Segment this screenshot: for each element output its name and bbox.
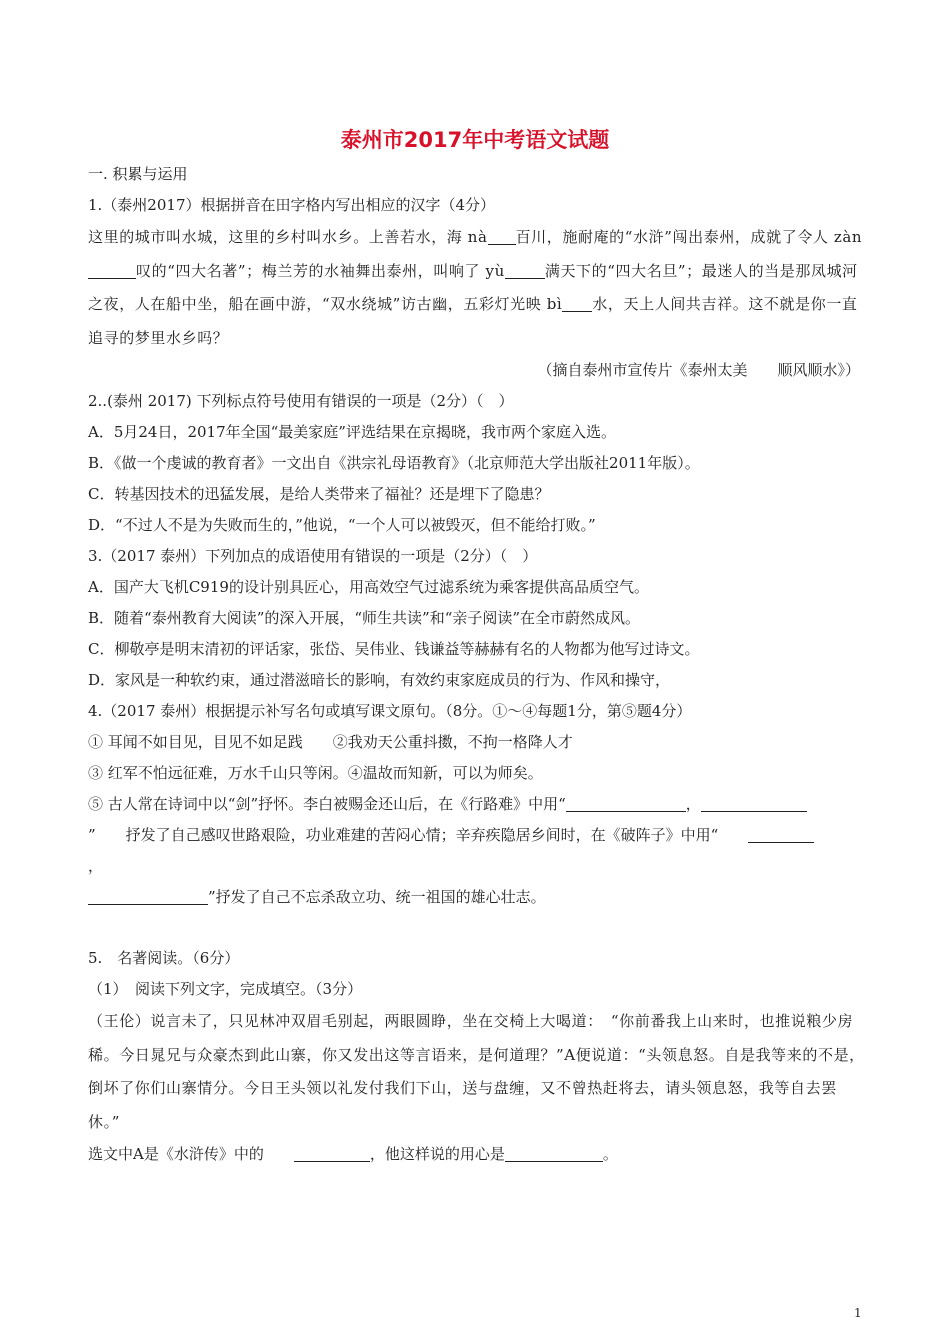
q1-text-4: 满天下的“四大名旦”；最迷人的当是那凤城河之夜，人在船中坐，船在画中游，“双水绕城”访古幽，五彩灯光映 bì — [88, 261, 858, 313]
q5-blank-1[interactable] — [294, 1146, 370, 1162]
q4-blank-3[interactable] — [748, 827, 814, 843]
q4-item-5-end: ”抒发了自己不忘杀敌立功、统一祖国的雄心壮志。 — [208, 888, 546, 906]
q3-option-a: A．国产大飞机C919的设计别具匠心，用高效空气过滤系统为乘客提供高品质空气。 — [88, 578, 649, 596]
q3-option-c: C．柳敬亭是明末清初的评话家，张岱、吴伟业、钱谦益等赫赫有名的人物都为他写过诗文。 — [88, 640, 700, 658]
q4-stem: 4.（2017 泰州）根据提示补写名句或填写课文原句。（8分。①～④每题1分，第⑤题4分） — [88, 702, 692, 720]
q5-fill-text-1: 选文中A是《水浒传》中的 — [88, 1145, 264, 1163]
q1-text-3: 叹的“四大名著”；梅兰芳的水袖舞出泰州，叫响了 yù — [136, 261, 505, 280]
q4-item-1: ① 耳闻不如目见，目见不如足践 — [88, 733, 303, 751]
q1-blank-zan[interactable] — [88, 263, 136, 279]
q2-option-d: D．“不过人不是为失败而生的，”他说，“一个人可以被毁灭，但不能给打败。” — [88, 516, 596, 534]
q3-option-d: D．家风是一种软约束，通过潜滋暗长的影响，有效约束家庭成员的行为、作风和操守， — [88, 671, 671, 689]
q4-blank-1[interactable] — [566, 796, 686, 812]
q4-comma: ， — [685, 795, 701, 813]
q4-line-1 — [88, 727, 866, 758]
q4-item-5-text: ⑤ 古人常在诗词中以“剑”抒怀。李白被赐金还山后，在《行路难》中用“ — [88, 795, 566, 813]
q5-stem: 5. 名著阅读。（6分） — [88, 949, 240, 967]
q3-stem: 3.（2017 泰州）下列加点的成语使用有错误的一项是（2分）（ ） — [88, 547, 538, 565]
q4-item-5-cont: 抒发了自己感叹世路艰险，功业难建的苦闷心情；辛弃疾隐居乡间时，在《破阵子》中用“ — [125, 826, 719, 844]
q1-text-5: 水，天上人间共吉祥。这不就是你一直追寻的梦里水乡吗？ — [88, 295, 858, 347]
q4-blank-4[interactable] — [88, 889, 208, 905]
page-title: 泰州市2017年中考语文试题 — [340, 128, 610, 152]
q5-blank-2[interactable] — [505, 1146, 603, 1162]
q2-stem: 2..(泰州 2017) 下列标点符号使用有错误的一项是（2分）（ ） — [88, 392, 514, 410]
q1-source: （摘自泰州市宣传片《泰州太美 顺风顺水》） — [537, 361, 860, 379]
page-number: 1 — [854, 1306, 862, 1320]
q4-line-3 — [88, 789, 866, 820]
exam-body — [88, 159, 866, 1170]
q5-passage: （王伦）说言未了，只见林冲双眉毛别起，两眼圆睁，坐在交椅上大喝道： “你前番我上山来时，也推说粮少房稀。今日晁兄与众豪杰到此山寨，你又发出这等言语来，是何道理？”A便说道：“头领息怒。自是我等来的不是，倒坏了你们山寨情分。今日王头领以礼发付我们下山，送与盘缠，又不曾热赶将去，请头领息怒，我等自去罢休。” — [88, 1012, 865, 1131]
q4-item-2: ②我劝天公重抖擞，不拘一格降人才 — [332, 733, 573, 751]
q1-text-2: 百川，施耐庵的“水浒”闯出泰州，成就了令人 zàn — [515, 228, 863, 246]
q4-line-5: ， — [88, 857, 104, 875]
q5-fill-line — [88, 1139, 866, 1170]
q2-option-b: B．《做一个虔诚的教育者》一文出自《洪宗礼母语教育》（北京师范大学出版社2011年版）。 — [88, 454, 700, 472]
q1-blank-bi[interactable] — [562, 296, 592, 312]
q4-line-4 — [88, 820, 866, 851]
q4-quote-close: ” — [88, 826, 96, 844]
q5-sub1: （1） 阅读下列文字，完成填空。（3分） — [88, 980, 363, 998]
q3-option-b: B．随着“泰州教育大阅读”的深入开展，“师生共读”和“亲子阅读”在全市蔚然成风。 — [88, 609, 641, 627]
q1-text-1: 这里的城市叫水城，这里的乡村叫水乡。上善若水，海 nà — [88, 228, 488, 246]
q1-blank-yu[interactable] — [505, 263, 545, 279]
q4-line-2: ③ 红军不怕远征难，万水千山只等闲。④温故而知新，可以为师矣。 — [88, 764, 543, 782]
q1-passage — [88, 221, 866, 355]
q5-fill-text-2: ，他这样说的用心是 — [369, 1145, 505, 1163]
q5-fill-end: 。 — [602, 1145, 618, 1163]
q2-option-a: A．5月24日，2017年全国“最美家庭”评选结果在京揭晓，我市两个家庭入选。 — [88, 423, 616, 441]
q1-blank-na[interactable] — [488, 229, 516, 245]
q4-line-6 — [88, 882, 866, 913]
q4-blank-2[interactable] — [701, 796, 807, 812]
section-heading: 一. 积累与运用 — [88, 165, 188, 183]
q2-option-c: C．转基因技术的迅猛发展，是给人类带来了福祉？还是埋下了隐患？ — [88, 485, 550, 503]
q1-stem: 1.（泰州2017）根据拼音在田字格内写出相应的汉字（4分） — [88, 196, 496, 214]
